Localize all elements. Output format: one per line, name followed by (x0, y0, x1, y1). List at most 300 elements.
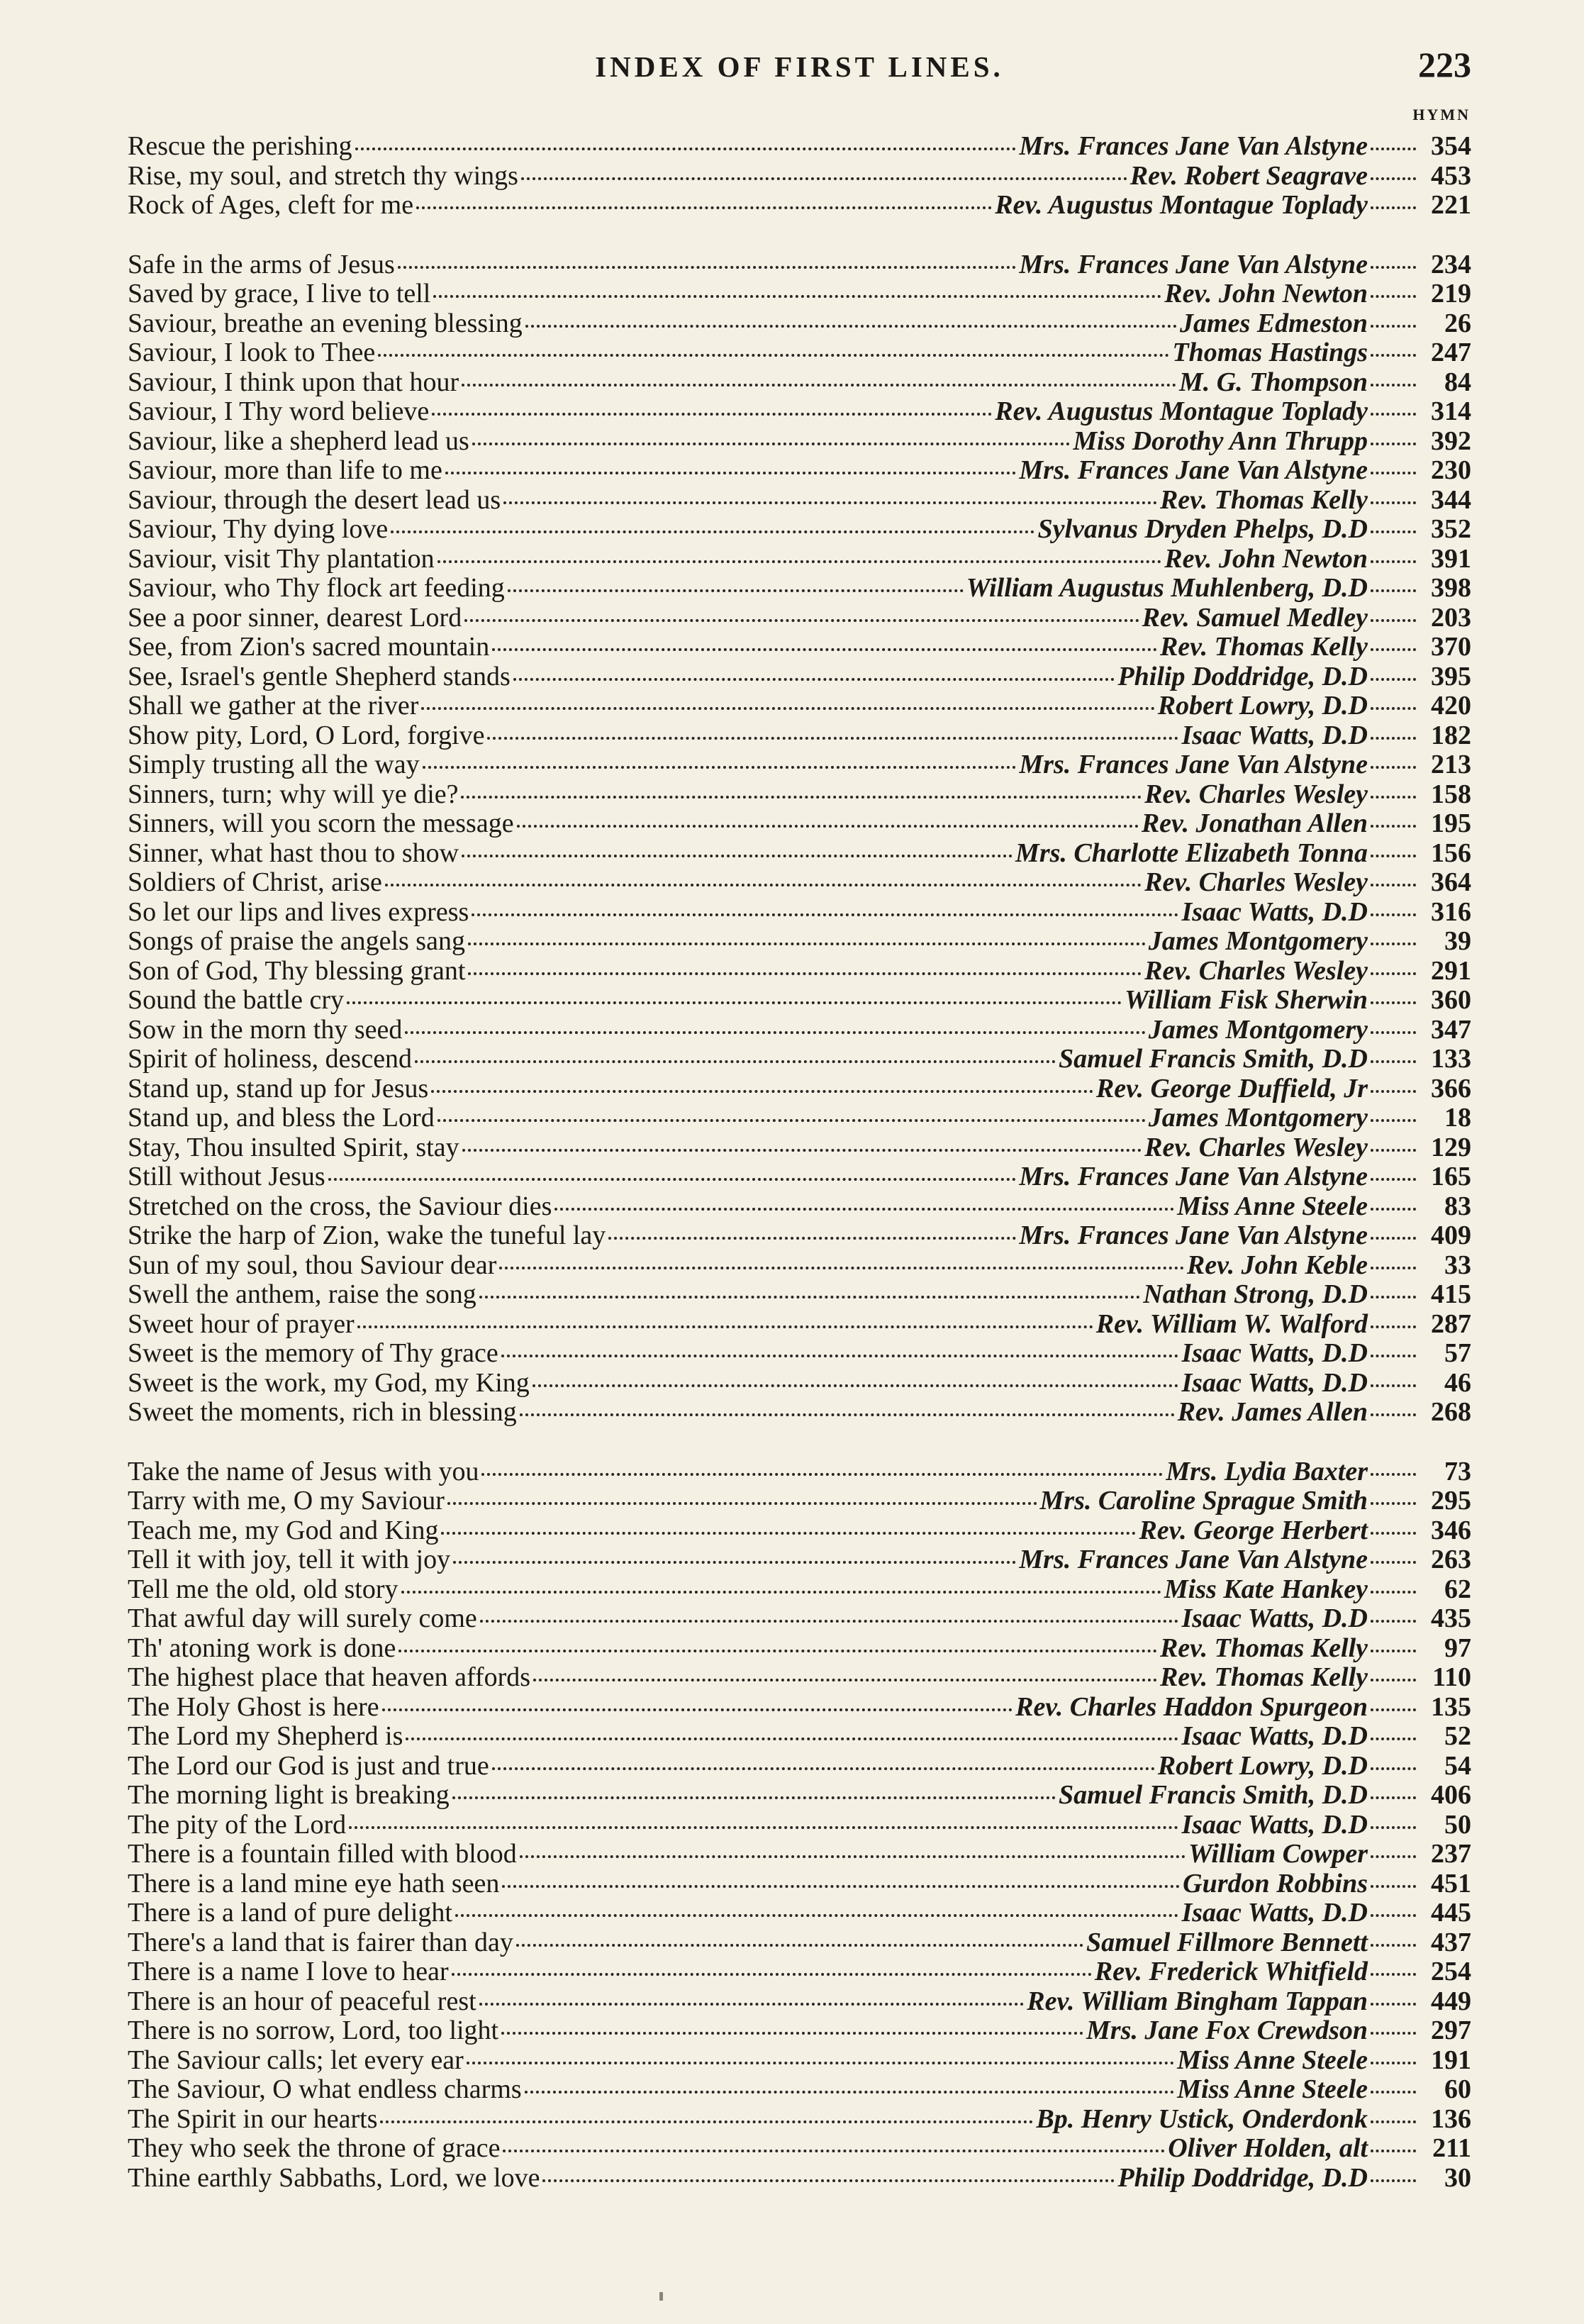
index-entry (128, 1752, 1471, 1781)
index-entry (128, 1987, 1471, 2017)
author-name: William Fisk Sherwin (1125, 985, 1368, 1015)
hymn-number: 26 (1444, 308, 1471, 338)
author-name: Rev. Charles Wesley (1144, 1132, 1368, 1162)
author-name: Rev. John Newton (1164, 279, 1368, 308)
hymn-number: 133 (1431, 1044, 1471, 1074)
dot-leader (1371, 818, 1416, 828)
hymn-number: 237 (1431, 1839, 1471, 1869)
footer-mark (659, 2292, 663, 2301)
hymn-number: 52 (1444, 1721, 1471, 1751)
author-name: Rev. Charles Wesley (1144, 779, 1368, 809)
index-entry (128, 1221, 1471, 1251)
first-line: Saviour, visit Thy plantation (128, 543, 435, 574)
hymn-number: 73 (1444, 1456, 1471, 1486)
first-line: Saviour, who Thy flock art feeding (128, 573, 505, 603)
dot-leader (1371, 288, 1416, 298)
hymn-number: 33 (1444, 1250, 1471, 1280)
hymn-number: 230 (1431, 455, 1471, 485)
dot-leader (521, 170, 1127, 180)
hymn-number: 211 (1432, 2133, 1471, 2163)
dot-leader (503, 494, 1157, 504)
dot-leader (433, 288, 1161, 298)
first-line: Sinners, turn; why will ye die? (128, 779, 459, 809)
hymn-number: 30 (1444, 2162, 1471, 2193)
first-line: Sound the battle cry (128, 985, 344, 1015)
dot-leader (532, 1377, 1179, 1387)
first-line: They who seek the throne of grace (128, 2133, 501, 2163)
index-entry (128, 427, 1471, 457)
hymn-number: 406 (1431, 1780, 1471, 1810)
author-name: Isaac Watts, D.D (1181, 1367, 1368, 1398)
dot-leader (1371, 1024, 1416, 1034)
dot-leader (467, 2055, 1174, 2064)
index-entry (128, 1457, 1471, 1487)
index-entry (128, 1898, 1471, 1928)
dot-leader (382, 1701, 1013, 1711)
dot-leader (455, 1907, 1179, 1917)
index-entry (128, 809, 1471, 839)
index-entry (128, 191, 1471, 221)
dot-leader (1371, 641, 1416, 651)
dot-leader (1371, 700, 1416, 710)
author-name: Rev. Robert Seagrave (1130, 160, 1368, 191)
dot-leader (380, 2113, 1033, 2123)
first-line: There is a name I love to hear (128, 1957, 449, 1986)
first-line: There is a land of pure delight (128, 1898, 452, 1928)
author-name: Rev. Thomas Kelly (1159, 484, 1368, 515)
author-name: Mrs. Lydia Baxter (1166, 1456, 1368, 1486)
dot-leader (385, 877, 1142, 886)
hymn-number: 370 (1431, 632, 1471, 662)
hymn-number: 97 (1444, 1633, 1471, 1663)
dot-leader (1371, 1584, 1416, 1594)
author-name: Rev. John Newton (1164, 543, 1368, 574)
author-name: James Edmeston (1180, 308, 1368, 338)
author-name: Mrs. Charlotte Elizabeth Tonna (1015, 838, 1368, 868)
author-name: Samuel Francis Smith, D.D (1058, 1780, 1368, 1810)
index-entry (128, 1604, 1471, 1634)
index-entry (128, 633, 1471, 662)
dot-leader (1371, 1760, 1416, 1770)
author-name: Isaac Watts, D.D (1181, 1338, 1368, 1368)
index-entry (128, 986, 1471, 1016)
dot-leader (1371, 1466, 1416, 1476)
dot-leader (1371, 2084, 1416, 2094)
author-name: Rev. William Bingham Tappan (1027, 1986, 1368, 2016)
author-name: Nathan Strong, D.D (1143, 1279, 1368, 1309)
hymn-number: 195 (1431, 808, 1471, 838)
hymn-number: 219 (1431, 279, 1471, 308)
hymn-number: 352 (1431, 514, 1471, 544)
dot-leader (468, 965, 1142, 975)
dot-leader (487, 730, 1178, 740)
dot-leader (1371, 553, 1416, 563)
dot-leader (1371, 1672, 1416, 1681)
first-line: Thine earthly Sabbaths, Lord, we love (128, 2162, 540, 2193)
author-name: Mrs. Frances Jane Van Alstyne (1019, 455, 1368, 485)
hymn-number: 449 (1431, 1986, 1471, 2016)
author-name: Isaac Watts, D.D (1181, 1898, 1368, 1928)
index-entry (128, 545, 1471, 574)
author-name: Mrs. Frances Jane Van Alstyne (1019, 1221, 1368, 1250)
dot-leader (1371, 906, 1416, 916)
dot-leader (445, 465, 1017, 474)
first-line: Th' atoning work is done (128, 1633, 396, 1663)
dot-leader (349, 1819, 1178, 1829)
index-entry (128, 839, 1471, 869)
index-entry (128, 1957, 1471, 1987)
hymn-number: 191 (1431, 2045, 1471, 2075)
page-number: 223 (1418, 45, 1471, 84)
index-entry (128, 1045, 1471, 1074)
first-line: Take the name of Jesus with you (128, 1456, 479, 1486)
dot-leader (554, 1201, 1174, 1211)
author-name: Rev. George Herbert (1139, 1515, 1368, 1545)
index-entry (128, 868, 1471, 898)
author-name: Rev. James Allen (1177, 1397, 1368, 1427)
index-entry (128, 662, 1471, 692)
first-line: The Saviour, O what endless charms (128, 2074, 522, 2104)
dot-leader (416, 199, 992, 209)
index-entry (128, 1162, 1471, 1192)
dot-leader (1371, 1112, 1416, 1122)
index-entry (128, 1251, 1471, 1281)
dot-leader (1371, 1848, 1416, 1858)
author-name: Miss Anne Steele (1177, 2045, 1368, 2075)
dot-leader (501, 2025, 1083, 2035)
index-entry (128, 132, 1471, 162)
first-line: Rescue the perishing (128, 131, 352, 161)
first-line: Rock of Ages, cleft for me (128, 190, 414, 220)
index-entry (128, 1781, 1471, 1811)
hymn-number: 39 (1444, 926, 1471, 956)
dot-leader (347, 994, 1122, 1004)
dot-leader (1371, 1613, 1416, 1623)
index-entry (128, 1840, 1471, 1869)
index-entry (128, 2105, 1471, 2135)
first-line: Sweet the moments, rich in blessing (128, 1397, 517, 1427)
index-entry (128, 604, 1471, 633)
dot-leader (542, 2172, 1115, 2182)
first-line: Saviour, breathe an evening blessing (128, 308, 523, 338)
dot-leader (437, 553, 1162, 563)
dot-leader (1371, 1406, 1416, 1416)
hymn-number: 136 (1431, 2103, 1471, 2134)
first-line: Sinners, will you scorn the message (128, 808, 514, 838)
first-line: There is no sorrow, Lord, too light (128, 2016, 499, 2045)
author-name: Rev. Samuel Medley (1142, 602, 1368, 633)
dot-leader (1371, 2025, 1416, 2035)
dot-leader (525, 2084, 1174, 2094)
index-entry (128, 2164, 1471, 2194)
author-name: Rev. Thomas Kelly (1159, 1633, 1368, 1663)
hymn-column-heading: HYMN (1412, 106, 1471, 123)
page-header (128, 44, 1471, 94)
author-name: Samuel Fillmore Bennett (1086, 1927, 1368, 1957)
index-entry (128, 250, 1471, 280)
index-entry (128, 2046, 1471, 2076)
author-name: William Cowper (1188, 1839, 1368, 1869)
dot-leader (462, 847, 1013, 857)
dot-leader (517, 818, 1139, 828)
first-line: Sweet is the memory of Thy grace (128, 1338, 498, 1368)
author-name: Mrs. Jane Fox Crewdson (1086, 2016, 1368, 2045)
hymn-number: 165 (1431, 1162, 1471, 1191)
dot-leader (431, 1083, 1093, 1093)
dot-leader (1371, 377, 1416, 387)
hymn-number: 203 (1431, 602, 1471, 633)
first-line: Saviour, I Thy word believe (128, 396, 430, 426)
author-name: Mrs. Frances Jane Van Alstyne (1019, 249, 1368, 279)
hymn-number: 129 (1431, 1132, 1471, 1162)
hymn-number: 392 (1431, 426, 1471, 456)
dot-leader (1371, 1554, 1416, 1564)
dot-leader (1371, 582, 1416, 592)
dot-leader (1371, 347, 1416, 357)
hymn-number: 254 (1431, 1957, 1471, 1986)
dot-leader (1371, 1819, 1416, 1829)
dot-leader (1371, 994, 1416, 1004)
first-line: The Spirit in our hearts (128, 2103, 378, 2134)
author-name: Gurdon Robbins (1183, 1868, 1368, 1898)
dot-leader (1371, 1730, 1416, 1740)
dot-leader (1371, 2172, 1416, 2182)
index-entry (128, 486, 1471, 516)
dot-leader (480, 1613, 1179, 1623)
dot-leader (1371, 1701, 1416, 1711)
dot-leader (501, 1347, 1179, 1357)
hymn-number: 182 (1431, 720, 1471, 750)
author-name: Robert Lowry, D.D (1157, 691, 1368, 721)
dot-leader (1371, 1937, 1416, 1947)
dot-leader (472, 906, 1178, 916)
dot-leader (1371, 1318, 1416, 1328)
first-line: Saviour, like a shepherd lead us (128, 426, 469, 456)
hymn-number: 62 (1444, 1574, 1471, 1604)
dot-leader (391, 523, 1034, 533)
index-entry (128, 691, 1471, 721)
hymn-number: 60 (1444, 2074, 1471, 2104)
author-name: M. G. Thompson (1178, 367, 1368, 397)
dot-leader (472, 435, 1071, 445)
author-name: Miss Anne Steele (1177, 1191, 1368, 1221)
dot-leader (1371, 465, 1416, 474)
dot-leader (398, 1642, 1157, 1652)
author-name: Mrs. Frances Jane Van Alstyne (1019, 131, 1368, 161)
dot-leader (432, 406, 992, 416)
first-line: There's a land that is fairer than day (128, 1927, 513, 1957)
dot-leader (1371, 1377, 1416, 1387)
first-lines-index (128, 132, 1471, 2223)
index-entry (128, 338, 1471, 368)
first-line: Tarry with me, O my Saviour (128, 1486, 445, 1516)
dot-leader (1371, 1789, 1416, 1799)
first-line: Spirit of holiness, descend (128, 1044, 413, 1074)
dot-leader (479, 1996, 1025, 2006)
first-line: Sun of my soul, thou Saviour dear (128, 1250, 497, 1280)
author-name: James Montgomery (1148, 926, 1368, 956)
dot-leader (1371, 170, 1416, 180)
index-entry (128, 1545, 1471, 1575)
first-line: Stay, Thou insulted Spirit, stay (128, 1132, 459, 1162)
index-group (128, 132, 1471, 221)
first-line: Stand up, and bless the Lord (128, 1103, 435, 1133)
dot-leader (1371, 1996, 1416, 2006)
index-entry (128, 721, 1471, 751)
first-line: Show pity, Lord, O Lord, forgive (128, 720, 485, 750)
hymn-number: 316 (1431, 896, 1471, 927)
author-name: Isaac Watts, D.D (1181, 1603, 1368, 1633)
hymn-number: 291 (1431, 955, 1471, 986)
first-line: Saviour, I look to Thee (128, 338, 376, 367)
dot-leader (520, 1406, 1175, 1416)
dot-leader (357, 1318, 1093, 1328)
index-entry (128, 1280, 1471, 1310)
dot-leader (1371, 730, 1416, 740)
first-line: The Lord my Shepherd is (128, 1721, 403, 1751)
hymn-number: 46 (1444, 1367, 1471, 1398)
hymn-number: 135 (1431, 1691, 1471, 1722)
index-group (128, 250, 1471, 1428)
index-entry (128, 2075, 1471, 2105)
index-entry (128, 397, 1471, 427)
author-name: Rev. Thomas Kelly (1159, 1662, 1368, 1692)
author-name: Mrs. Frances Jane Van Alstyne (1019, 750, 1368, 779)
hymn-number: 344 (1431, 484, 1471, 515)
index-entry (128, 1486, 1471, 1516)
index-entry (128, 1369, 1471, 1399)
index-entry (128, 368, 1471, 398)
author-name: Bp. Henry Ustick, Onderdonk (1036, 2103, 1368, 2134)
index-entry (128, 279, 1471, 309)
dot-leader (452, 1789, 1056, 1799)
running-title: INDEX OF FIRST LINES. (595, 50, 1004, 83)
dot-leader (1371, 1201, 1416, 1211)
first-line: There is a land mine eye hath seen (128, 1868, 500, 1898)
author-name: Rev. Jonathan Allen (1141, 808, 1368, 838)
dot-leader (479, 1289, 1140, 1299)
author-name: Rev. Charles Wesley (1144, 867, 1368, 897)
author-name: Isaac Watts, D.D (1181, 1721, 1368, 1751)
first-line: Simply trusting all the way (128, 750, 420, 779)
index-entry (128, 1398, 1471, 1428)
author-name: Rev. William W. Walford (1095, 1308, 1368, 1339)
index-entry (128, 1663, 1471, 1693)
hymn-number: 295 (1431, 1486, 1471, 1516)
index-entry (128, 1516, 1471, 1546)
first-line: The highest place that heaven affords (128, 1662, 531, 1692)
author-name: Rev. Frederick Whitfield (1094, 1957, 1368, 1986)
first-line: See, from Zion's sacred mountain (128, 632, 490, 662)
author-name: Philip Doddridge, D.D (1117, 661, 1368, 691)
author-name: Mrs. Caroline Sprague Smith (1039, 1486, 1368, 1516)
first-line: The Holy Ghost is here (128, 1691, 379, 1722)
author-name: William Augustus Muhlenberg, D.D (966, 573, 1368, 603)
first-line: So let our lips and lives express (128, 896, 469, 927)
hymn-number: 110 (1432, 1662, 1471, 1692)
author-name: Mrs. Frances Jane Van Alstyne (1019, 1162, 1368, 1191)
dot-leader (1371, 140, 1416, 150)
index-entry (128, 1634, 1471, 1664)
index-entry (128, 927, 1471, 957)
dot-leader (525, 318, 1177, 328)
hymn-number: 347 (1431, 1014, 1471, 1045)
dot-leader (608, 1230, 1016, 1240)
dot-leader (1371, 406, 1416, 416)
index-entry (128, 750, 1471, 780)
dot-leader (1371, 1347, 1416, 1357)
dot-leader (1371, 1171, 1416, 1181)
index-entry (128, 515, 1471, 545)
first-line: Saviour, through the desert lead us (128, 484, 501, 515)
index-entry (128, 1310, 1471, 1340)
author-name: Samuel Francis Smith, D.D (1058, 1044, 1368, 1074)
dot-leader (1371, 1083, 1416, 1093)
first-line: Saviour, Thy dying love (128, 514, 389, 544)
author-name: Miss Kate Hankey (1164, 1574, 1368, 1604)
index-group (128, 1457, 1471, 2194)
author-name: Isaac Watts, D.D (1181, 1809, 1368, 1840)
dot-leader (508, 582, 964, 592)
index-entry (128, 162, 1471, 191)
author-name: Rev. Charles Haddon Spurgeon (1015, 1691, 1368, 1722)
dot-leader (1371, 2055, 1416, 2064)
hymn-number: 50 (1444, 1809, 1471, 1840)
index-entry (128, 1811, 1471, 1840)
hymn-number: 366 (1431, 1073, 1471, 1103)
dot-leader (1371, 789, 1416, 799)
hymn-number: 158 (1431, 779, 1471, 809)
dot-leader (1371, 1260, 1416, 1269)
dot-leader (398, 259, 1017, 269)
first-line: Swell the anthem, raise the song (128, 1279, 476, 1309)
hymn-number: 287 (1431, 1308, 1471, 1339)
hymn-number: 346 (1431, 1515, 1471, 1545)
dot-leader (1371, 1907, 1416, 1917)
index-entry (128, 1869, 1471, 1899)
dot-leader (1371, 435, 1416, 445)
dot-leader (1371, 199, 1416, 209)
dot-leader (1371, 1142, 1416, 1152)
author-name: Miss Dorothy Ann Thrupp (1073, 426, 1368, 456)
author-name: Rev. George Duffield, Jr (1095, 1073, 1368, 1103)
dot-leader (481, 1466, 1163, 1476)
dot-leader (1371, 523, 1416, 533)
hymn-number: 314 (1431, 396, 1471, 426)
dot-leader (378, 347, 1169, 357)
dot-leader (401, 1584, 1161, 1594)
author-name: Rev. Charles Wesley (1144, 955, 1368, 986)
first-line: Songs of praise the angels sang (128, 926, 465, 956)
hymn-number: 364 (1431, 867, 1471, 897)
author-name: Isaac Watts, D.D (1181, 896, 1368, 927)
dot-leader (1371, 1642, 1416, 1652)
dot-leader (1371, 2113, 1416, 2123)
first-line: Strike the harp of Zion, wake the tuneful lay (128, 1221, 606, 1250)
first-line: The pity of the Lord (128, 1809, 347, 1840)
first-line: Shall we gather at the river (128, 691, 419, 721)
hymn-number: 420 (1431, 691, 1471, 721)
dot-leader (513, 671, 1115, 681)
dot-leader (1371, 259, 1416, 269)
first-line: See a poor sinner, dearest Lord (128, 602, 462, 633)
first-line: Stretched on the cross, the Saviour dies (128, 1191, 552, 1221)
author-name: James Montgomery (1148, 1103, 1368, 1133)
dot-leader (415, 1053, 1056, 1063)
hymn-number: 156 (1431, 838, 1471, 868)
dot-leader (1371, 1053, 1416, 1063)
hymn-number: 221 (1431, 190, 1471, 220)
